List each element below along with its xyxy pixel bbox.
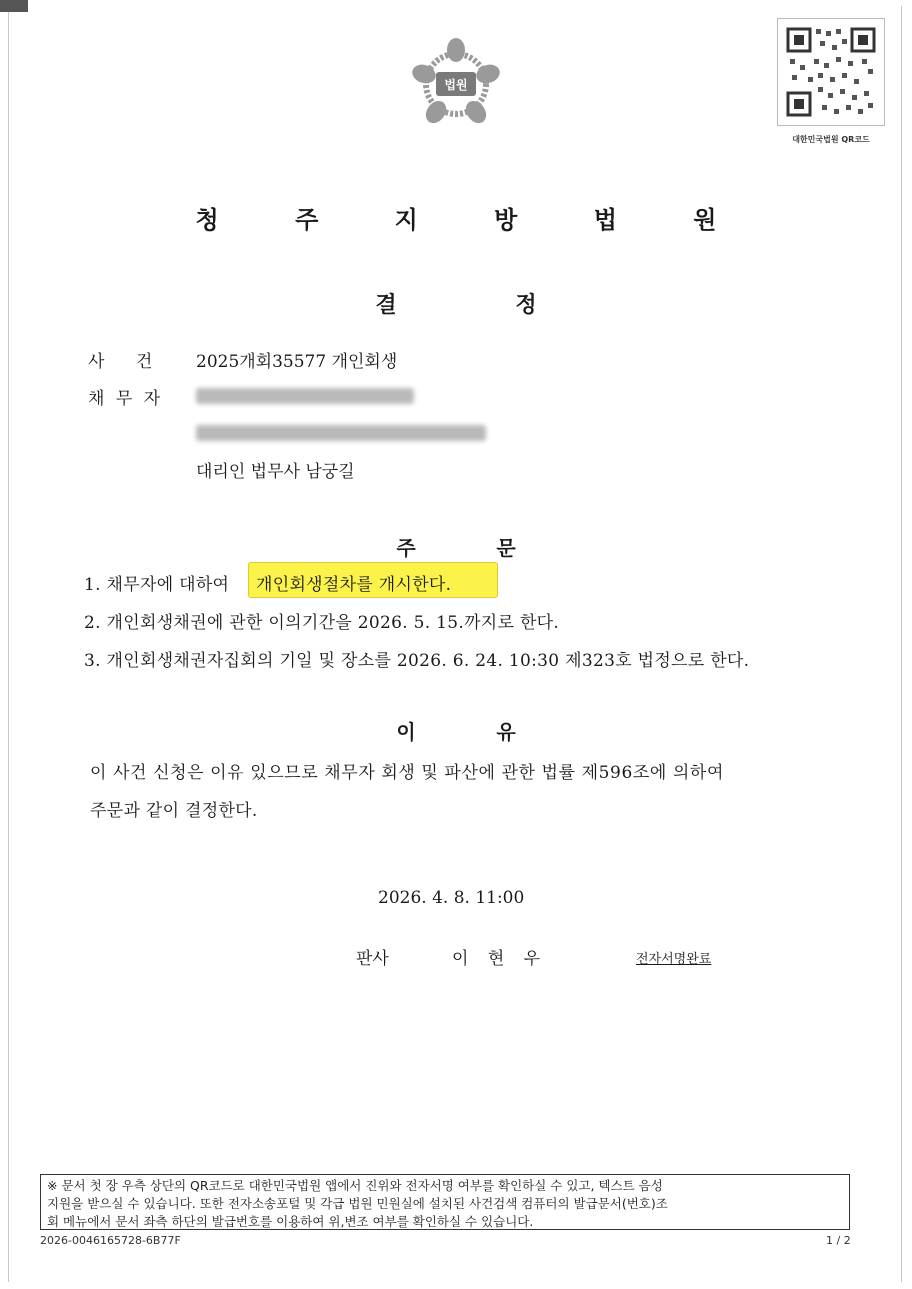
notice-line-1: ※ 문서 첫 장 우측 상단의 QR코드로 대한민국법원 앱에서 진위와 전자서명 여부를 확인하실 수 있고, 텍스트 음성: [47, 1178, 663, 1193]
seal-text: 법원: [444, 77, 468, 92]
order-item-1-prefix: 1. 채무자에 대하여: [84, 575, 230, 595]
debtor-address-redacted: [196, 425, 486, 441]
decision-date: 2026. 4. 8. 11:00: [378, 888, 525, 908]
document-title: [0, 288, 912, 319]
page-number: 1 / 2: [826, 1234, 851, 1247]
reason-heading-char-2: 유: [496, 720, 516, 744]
debtor-name-redacted: [196, 388, 414, 404]
scan-corner-mark: [0, 0, 28, 12]
order-item-1-highlighted: 개인회생절차를 개시한다.: [256, 575, 452, 595]
page-border: [8, 6, 902, 1282]
notice-line-3: 회 메뉴에서 문서 좌측 하단의 발급번호를 이용하여 위,변조 여부를 확인하실 수 있습니다.: [47, 1214, 534, 1229]
reason-heading: [0, 716, 912, 745]
judge-name: 이 현 우: [452, 949, 541, 969]
court-name: 청 주 지 방 법 원: [195, 205, 751, 234]
debtor-label: 채 무 자: [88, 389, 161, 409]
qr-caption: 대한민국법원 QR코드: [792, 135, 870, 144]
case-label: 사 건: [88, 352, 153, 372]
reason-line-2: 주문과 같이 결정한다.: [90, 801, 258, 821]
e-signature-status: 전자서명완료: [636, 952, 712, 967]
reason-heading-char-1: 이: [396, 720, 416, 744]
order-heading-char-1: 주: [396, 536, 416, 560]
order-heading: [0, 532, 912, 561]
case-value: 2025개회35577 개인회생: [196, 352, 398, 372]
order-heading-char-2: 문: [496, 536, 516, 560]
notice-line-2: 지원을 받으실 수 있습니다. 또한 전자소송포털 및 각급 법원 민원실에 설치된 사건검색 컴퓨터의 발급문서(번호)조: [47, 1196, 668, 1211]
qr-code-icon: [777, 18, 885, 126]
reason-line-1: 이 사건 신청은 이유 있으므로 채무자 회생 및 파산에 관한 법률 제596조에 의하여: [90, 763, 724, 783]
debtor-agent: 대리인 법무사 남궁길: [196, 462, 355, 482]
order-item-2: 2. 개인회생채권에 관한 이의기간을 2026. 5. 15.까지로 한다.: [84, 613, 560, 633]
issue-number: 2026-0046165728-6B77F: [40, 1234, 181, 1247]
doc-title-char-1: 결: [375, 292, 397, 318]
verification-notice: [40, 1174, 850, 1230]
order-item-3: 3. 개인회생채권자집회의 기일 및 장소를 2026. 6. 24. 10:30 제323호 법정으로 한다.: [84, 651, 750, 671]
judge-title: 판사: [356, 949, 389, 969]
doc-title-char-2: 정: [515, 292, 537, 318]
